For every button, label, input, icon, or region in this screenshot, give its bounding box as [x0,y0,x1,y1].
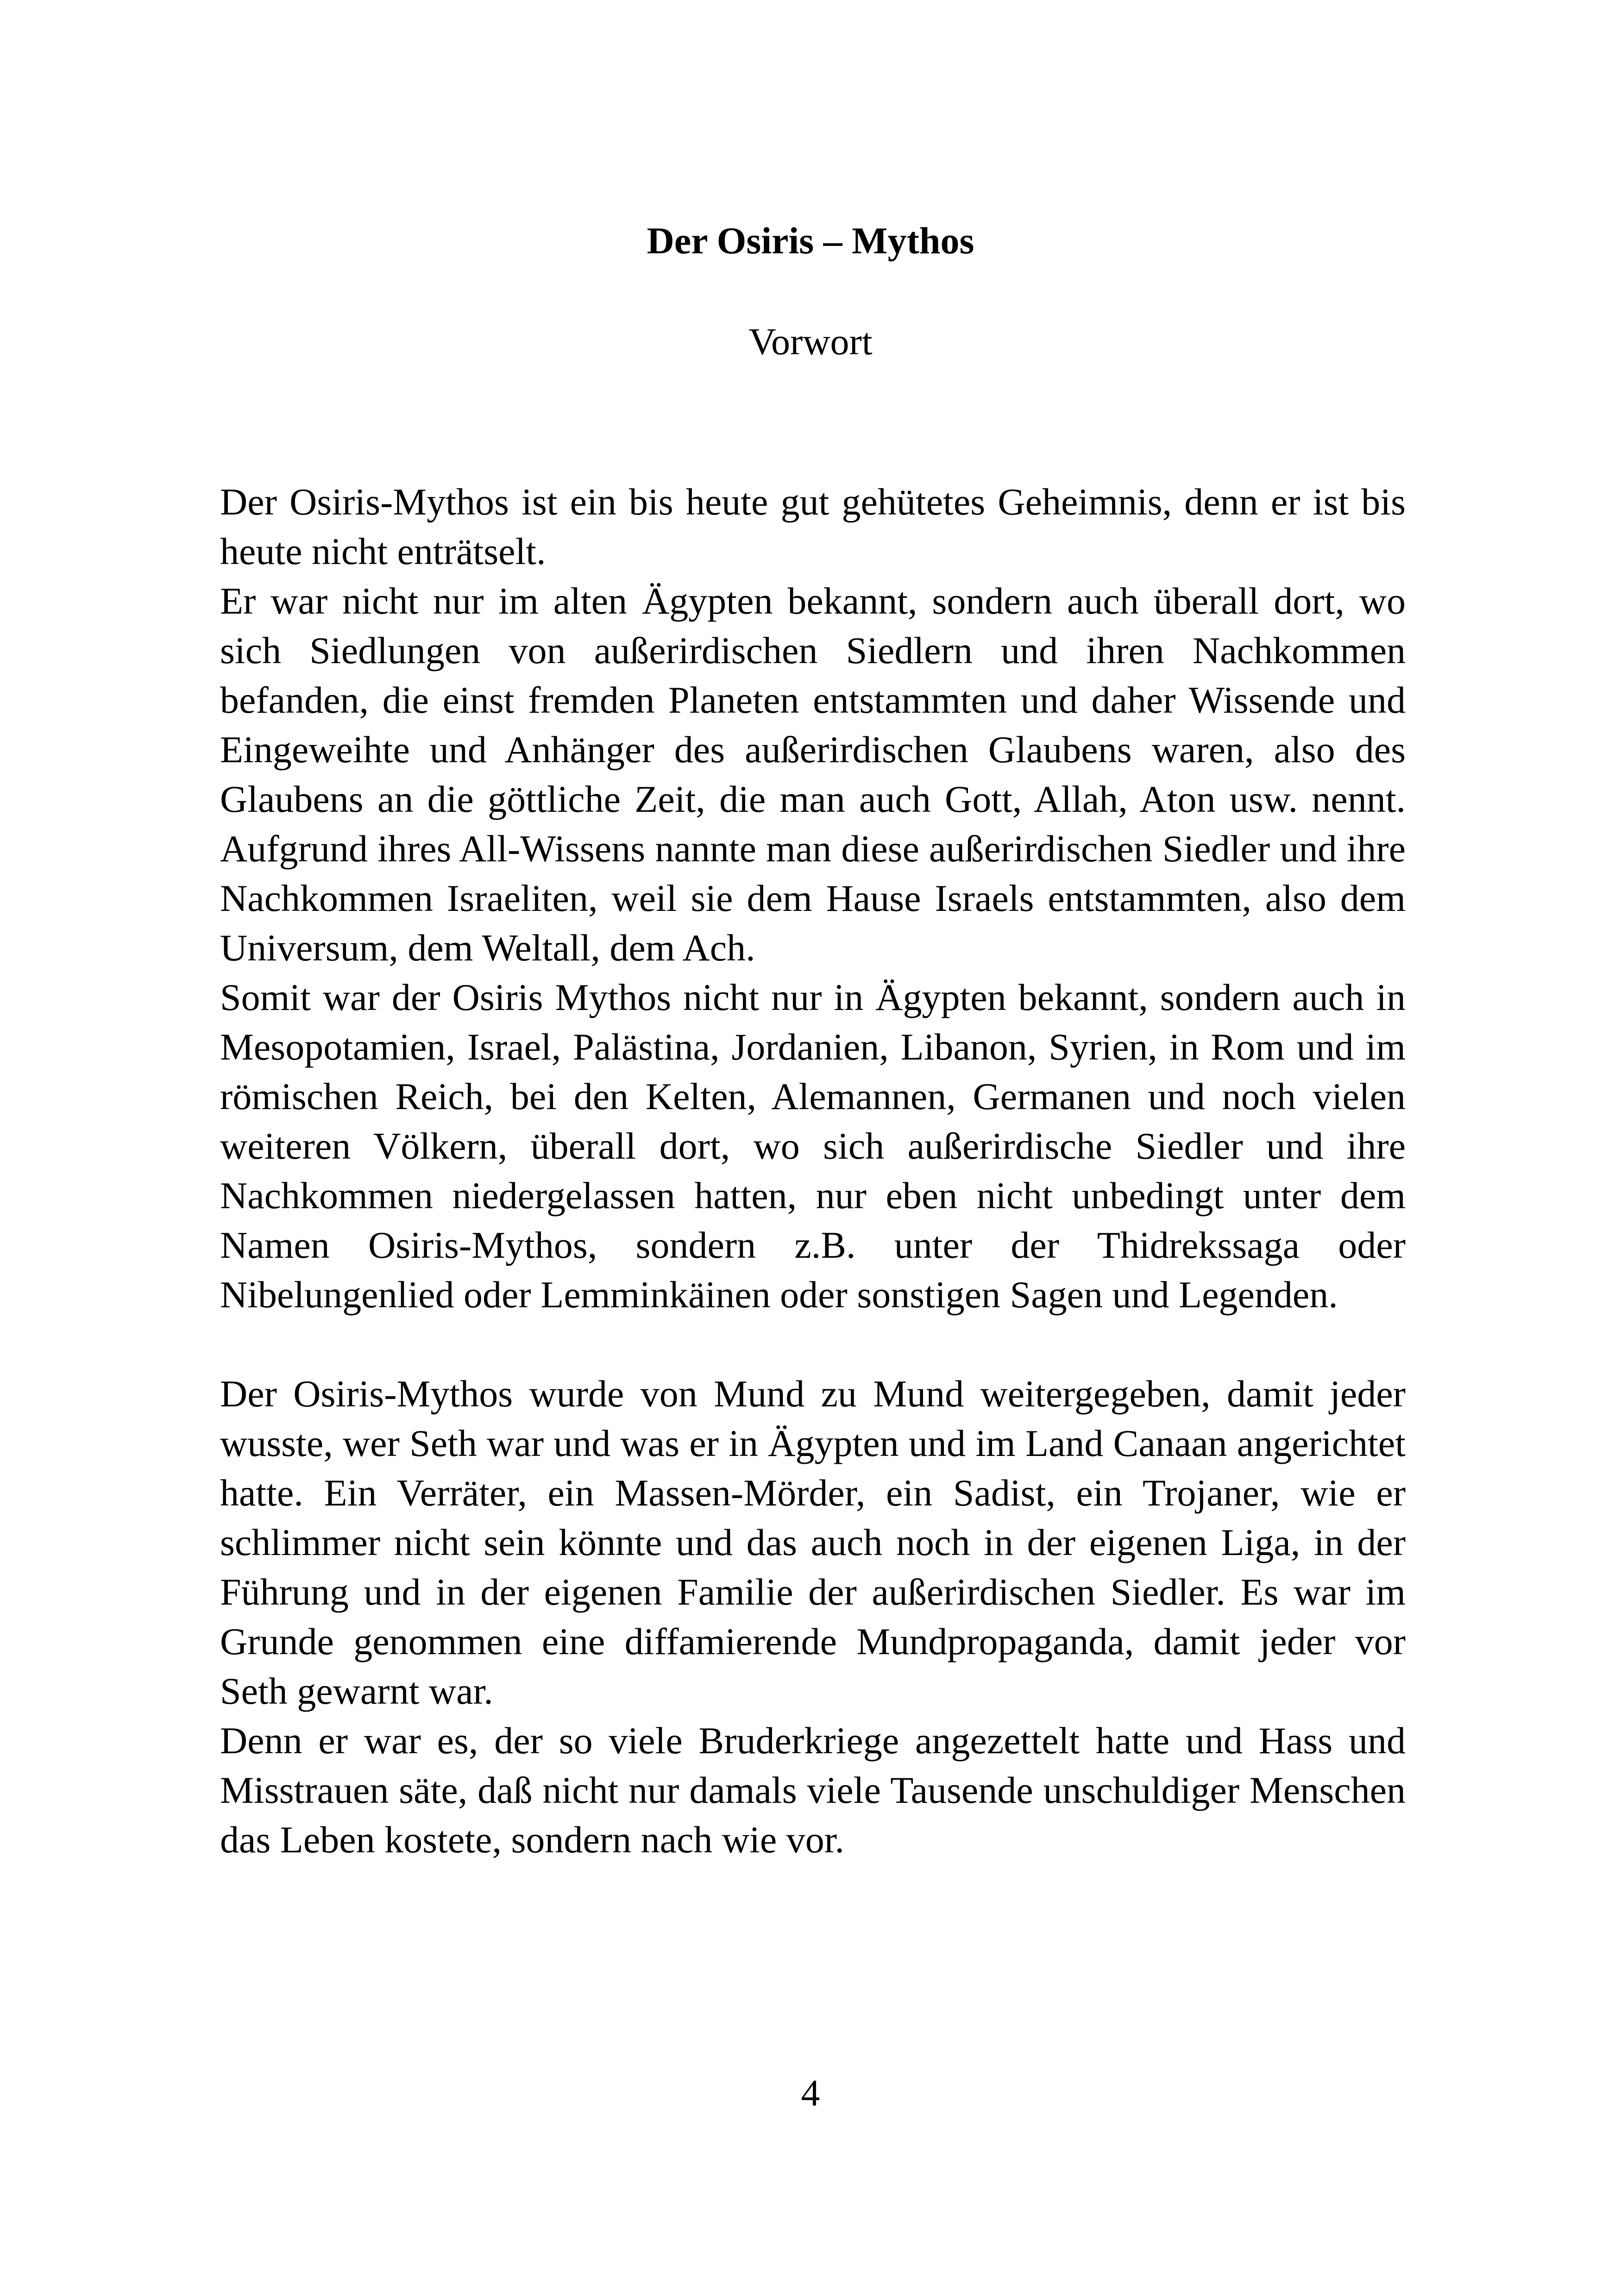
body-text [220,477,1406,1864]
paragraph: Der Osiris-Mythos wurde von Mund zu Mund weitergegeben, damit jeder wusste, wer Seth war und was er in Ägypten und im Land Canaan angerichtet hatte. Ein Verräter, ein Massen-Mörder, ein Sadist, ein Trojaner, wie er schlimmer nicht sein könnte und das auch noch in der eigenen Liga, in der Führung und in der eigenen Familie der außerirdischen Siedler. Es war im Grunde genommen eine diffamierende Mundpropaganda, damit jeder vor Seth gewarnt war. [220,1373,1406,1712]
paragraph: Denn er war es, der so viele Bruderkriege angezettelt hatte und Hass und Misstrauen säte, daß nicht nur damals viele Tausende unschuldiger Menschen das Leben kostete, sondern nach wie vor. [220,1719,1406,1861]
paragraph: Der Osiris-Mythos ist ein bis heute gut gehütetes Geheimnis, denn er ist bis heute nicht enträtselt. [220,481,1406,572]
paragraph: Er war nicht nur im alten Ägypten bekannt, sondern auch überall dort, wo sich Siedlungen von außerirdischen Siedlern und ihren Nachkommen befanden, die einst fremden Planeten entstammten und daher Wissende und Eingeweihte und Anhänger des außerirdischen Glaubens waren, also des Glaubens an die göttliche Zeit, die man auch Gott, Allah, Aton usw. nennt. Aufgrund ihres All-Wissens nannte man diese außerirdischen Siedler und ihre Nachkommen Israeliten, weil sie dem Hause Israels entstammten, also dem Universum, dem Weltall, dem Ach. [220,580,1406,969]
section-heading: Vorwort [748,320,873,363]
document-title: Der Osiris – Mythos [647,220,974,262]
page-number: 4 [801,2072,820,2114]
paragraph: Somit war der Osiris Mythos nicht nur in Ägypten bekannt, sondern auch in Mesopotamien, Israel, Palästina, Jordanien, Libanon, Syrien, in Rom und im römischen Reich, bei den Kelten, Alemannen, Germanen und noch vielen weiteren Völkern, überall dort, wo sich außerirdische Siedler und ihre Nachkommen niedergelassen hatten, nur eben nicht unbedingt unter dem Namen Osiris-Mythos, sondern z.B. unter der Thidrekssaga oder Nibelungenlied oder Lemminkäinen oder sonstigen Sagen und Legenden. [220,976,1406,1316]
